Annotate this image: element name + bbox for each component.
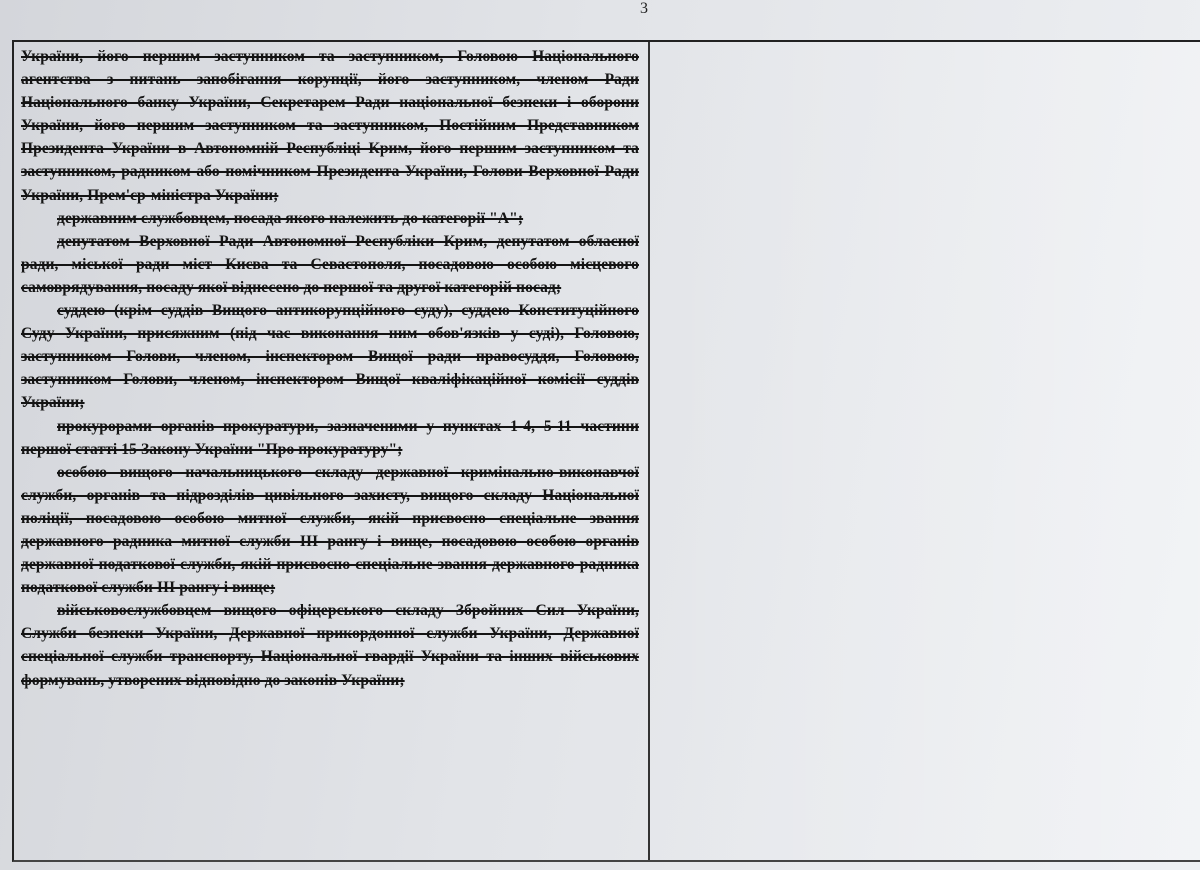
left-column-cell (21, 45, 639, 692)
struck-paragraph: депутатом Верховної Ради Автономної Республіки Крим, депутатом обласної ради, міської ради міст Києва та Севастополя, посадовою особою місцевого самоврядування, посаду якої віднесено до першої та другої категорій посад; (21, 232, 639, 296)
struck-paragraph: суддею (крім суддів Вищого антикорупційного суду), суддею Конституційного Суду України, присяжним (під час виконання ним обов'язків у суді), Головою, заступником Голови, членом, інспектором Вищої ради правосуддя, Головою, заступником Голови, членом, інспектором Вищої кваліфікаційної комісії суддів України; (21, 302, 639, 412)
struck-paragraph: особою вищого начальницького складу державної кримінально-виконавчої служби, органів та підрозділів цивільного захисту, вищого складу Національної поліції, посадовою особою митної служби, якій присвоєно спеціальне звання державного радника митної служби III рангу і вище, посадовою особою органів державної податкової служби, якій присвоєно спеціальне звання державного радника податкової служби III рангу і вище; (21, 463, 639, 597)
right-column-cell (650, 42, 1200, 860)
struck-paragraph: прокурорами органів прокуратури, зазначеними у пунктах 1-4, 5-11 частини першої статті 15 Закону України "Про прокуратуру"; (21, 417, 639, 458)
struck-paragraph: державним службовцем, посада якого належить до категорії "А"; (57, 209, 524, 227)
document-table (12, 40, 1200, 862)
page-number: 3 (640, 0, 648, 17)
struck-paragraph: військовослужбовцем вищого офіцерського складу Збройних Сил України, Служби безпеки України, Державної прикордонної служби України, Державної спеціальної служби транспорту, Національної гвардії України та інших військових формувань, утворених відповідно до законів України; (21, 602, 639, 689)
struck-paragraph: України, його першим заступником та заступником, Головою Національного агентства з питань запобігання корупції, його заступником, членом Ради Національного банку України, Секретарем Ради національної безпеки і оборони України, його першим заступником та заступником, Постійним Представником Президента України в Автономній Республіці Крим, його першим заступником та заступником, радником або помічником Президента України, Голови Верховної Ради України, Прем'єр-міністра України; (21, 48, 639, 204)
